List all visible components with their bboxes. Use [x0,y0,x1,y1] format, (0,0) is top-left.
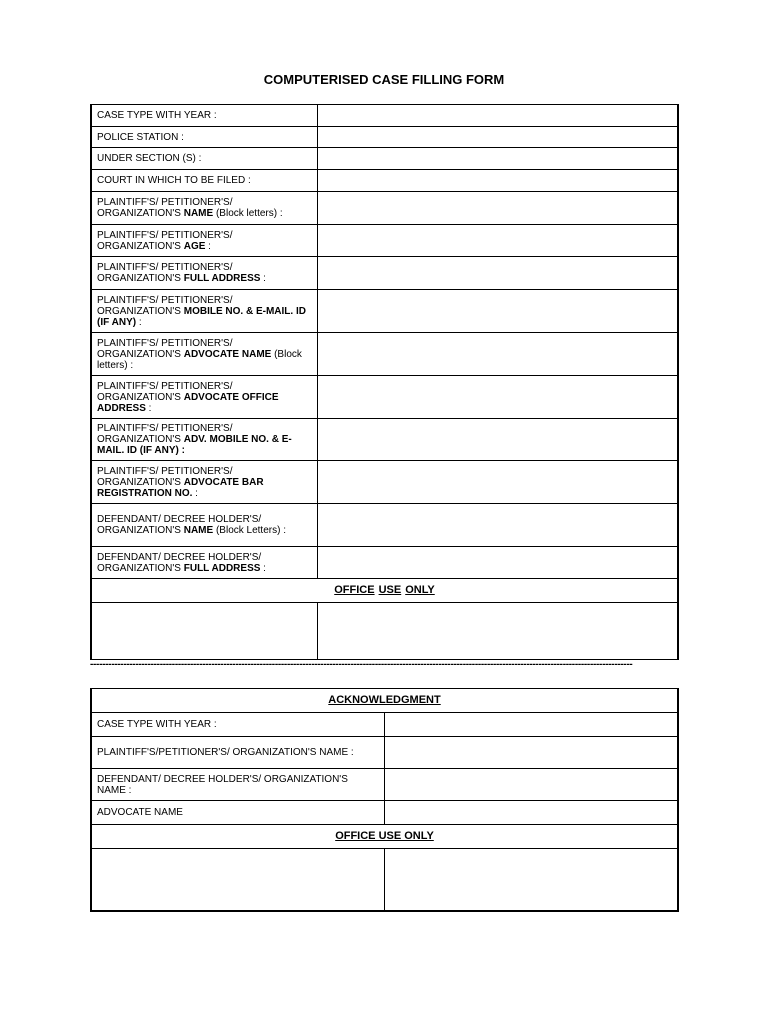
label-bold-text: FULL ADDRESS [183,273,261,284]
label-text: PLAINTIFF'S/ PETITIONER'S/ ORGANIZATION'S [97,423,233,445]
label-suffix-text: (Block Letters) : [213,525,286,536]
form-row-label [91,170,318,192]
label-suffix-text: (Block letters) : [213,208,283,219]
label-text: PLAINTIFF'S/ PETITIONER'S/ ORGANIZATION'S [97,197,233,219]
ack-row-label: ADVOCATE NAME [91,801,385,825]
form-row-label [91,333,318,376]
label-text: CASE TYPE WITH YEAR : [97,110,217,121]
form-row-label [91,257,318,290]
label-bold-text: FULL ADDRESS [183,562,261,574]
form-row [91,504,678,547]
form-title: COMPUTERISED CASE FILLING FORM [263,72,505,87]
label-suffix-text: : [192,487,198,499]
label-suffix-text: : [205,240,211,252]
form-row-label [91,504,318,547]
form-row-label [91,105,318,127]
ack-row-value-field[interactable] [385,713,679,737]
form-row-value-field[interactable] [318,148,679,170]
label-bold-text: ADVOCATE BAR REGISTRATION NO. [97,476,264,499]
acknowledgment-heading-row [91,689,678,713]
label-text: UNDER SECTION (S) : [97,153,202,164]
office-use-left-field[interactable] [91,603,318,660]
form-row [91,333,678,376]
label-text: POLICE STATION : [97,131,184,143]
ack-office-use-right-field[interactable] [385,849,679,911]
ack-row [91,737,678,769]
office-use-word: USE [378,584,402,596]
label-text: PLAINTIFF'S/ PETITIONER'S/ ORGANIZATION'S [97,294,233,317]
form-row-label [91,461,318,504]
form-row-value-field[interactable] [318,170,679,192]
form-row [91,127,678,148]
label-suffix-text: : [145,402,152,414]
ack-row-label: CASE TYPE WITH YEAR : [91,713,385,737]
form-row-value-field[interactable] [318,547,679,579]
label-text: PLAINTIFF'S/ PETITIONER'S/ ORGANIZATION'S [97,380,233,403]
form-row-value-field[interactable] [318,333,679,376]
office-use-heading-row [91,579,678,603]
ack-row-label: DEFENDANT/ DECREE HOLDER'S/ ORGANIZATION'S NAME : [91,769,385,801]
form-row-value-field[interactable] [318,419,679,461]
ack-row [91,713,678,737]
form-row [91,461,678,504]
ack-office-use-heading: OFFICE USE ONLY [91,825,678,849]
form-row [91,105,678,127]
form-row [91,547,678,579]
form-row-value-field[interactable] [318,504,679,547]
form-row [91,148,678,170]
form-row [91,225,678,257]
label-bold-text: ADVOCATE NAME [183,348,272,360]
form-row [91,376,678,419]
label-text: DEFENDANT/ DECREE HOLDER'S/ ORGANIZATION'S [97,551,262,574]
office-use-word: OFFICE [334,584,375,596]
form-row-label [91,148,318,170]
form-row-value-field[interactable] [318,376,679,419]
label-bold-text: NAME [183,525,214,536]
label-bold-text: ADV. MOBILE NO. & E-MAIL. ID (IF ANY) : [97,434,292,456]
label-bold-text: MOBILE NO. & E-MAIL. ID (IF ANY) [97,305,306,328]
form-row [91,170,678,192]
label-bold-text: ADVOCATE OFFICE ADDRESS [97,391,279,414]
form-row-value-field[interactable] [318,127,679,148]
ack-row-value-field[interactable] [385,769,679,801]
form-row-value-field[interactable] [318,461,679,504]
form-row [91,257,678,290]
form-row-label [91,376,318,419]
label-bold-text: NAME [183,208,214,219]
ack-row-value-field[interactable] [385,801,679,825]
form-row-value-field[interactable] [318,257,679,290]
form-row-value-field[interactable] [318,290,679,333]
label-text: PLAINTIFF'S/ PETITIONER'S/ ORGANIZATION'S [97,229,233,252]
label-suffix-text: : [136,316,142,328]
ack-office-use-heading-row [91,825,678,849]
ack-row [91,769,678,801]
office-use-heading [91,579,678,603]
case-filing-table [90,104,679,660]
label-text: PLAINTIFF'S/ PETITIONER'S/ ORGANIZATION'S [97,337,233,360]
label-text: DEFENDANT/ DECREE HOLDER'S/ ORGANIZATION'S [97,514,262,536]
label-text: PLAINTIFF'S/ PETITIONER'S/ ORGANIZATION'S [97,465,233,488]
label-suffix-text: (Block letters) : [97,348,302,371]
label-text: COURT IN WHICH TO BE FILED : [97,175,251,186]
form-row-value-field[interactable] [318,192,679,225]
office-use-area-row [91,603,678,660]
form-row [91,419,678,461]
label-text: PLAINTIFF'S/ PETITIONER'S/ ORGANIZATION'S [97,262,233,284]
form-row-value-field[interactable] [318,105,679,127]
ack-office-use-left-field[interactable] [91,849,385,911]
cut-line-separator: ----------------------------------------------------------------------------------------------------------------------------------------------------------------------------------- [90,659,633,670]
office-use-word: ONLY [405,584,435,596]
form-row [91,290,678,333]
form-row-value-field[interactable] [318,225,679,257]
label-bold-text: AGE [183,240,206,252]
label-suffix-text: : [260,273,266,284]
acknowledgment-table [90,688,679,912]
form-row-label [91,419,318,461]
form-row-label [91,192,318,225]
acknowledgment-heading: ACKNOWLEDGMENT [91,689,678,713]
ack-row-value-field[interactable] [385,737,679,769]
ack-office-use-area-row [91,849,678,911]
form-row-label [91,290,318,333]
form-row [91,192,678,225]
form-row-label [91,127,318,148]
ack-row-label: PLAINTIFF'S/PETITIONER'S/ ORGANIZATION'S NAME : [91,737,385,769]
label-suffix-text: : [260,562,266,574]
ack-row [91,801,678,825]
form-row-label [91,225,318,257]
office-use-right-field[interactable] [318,603,679,660]
form-row-label [91,547,318,579]
